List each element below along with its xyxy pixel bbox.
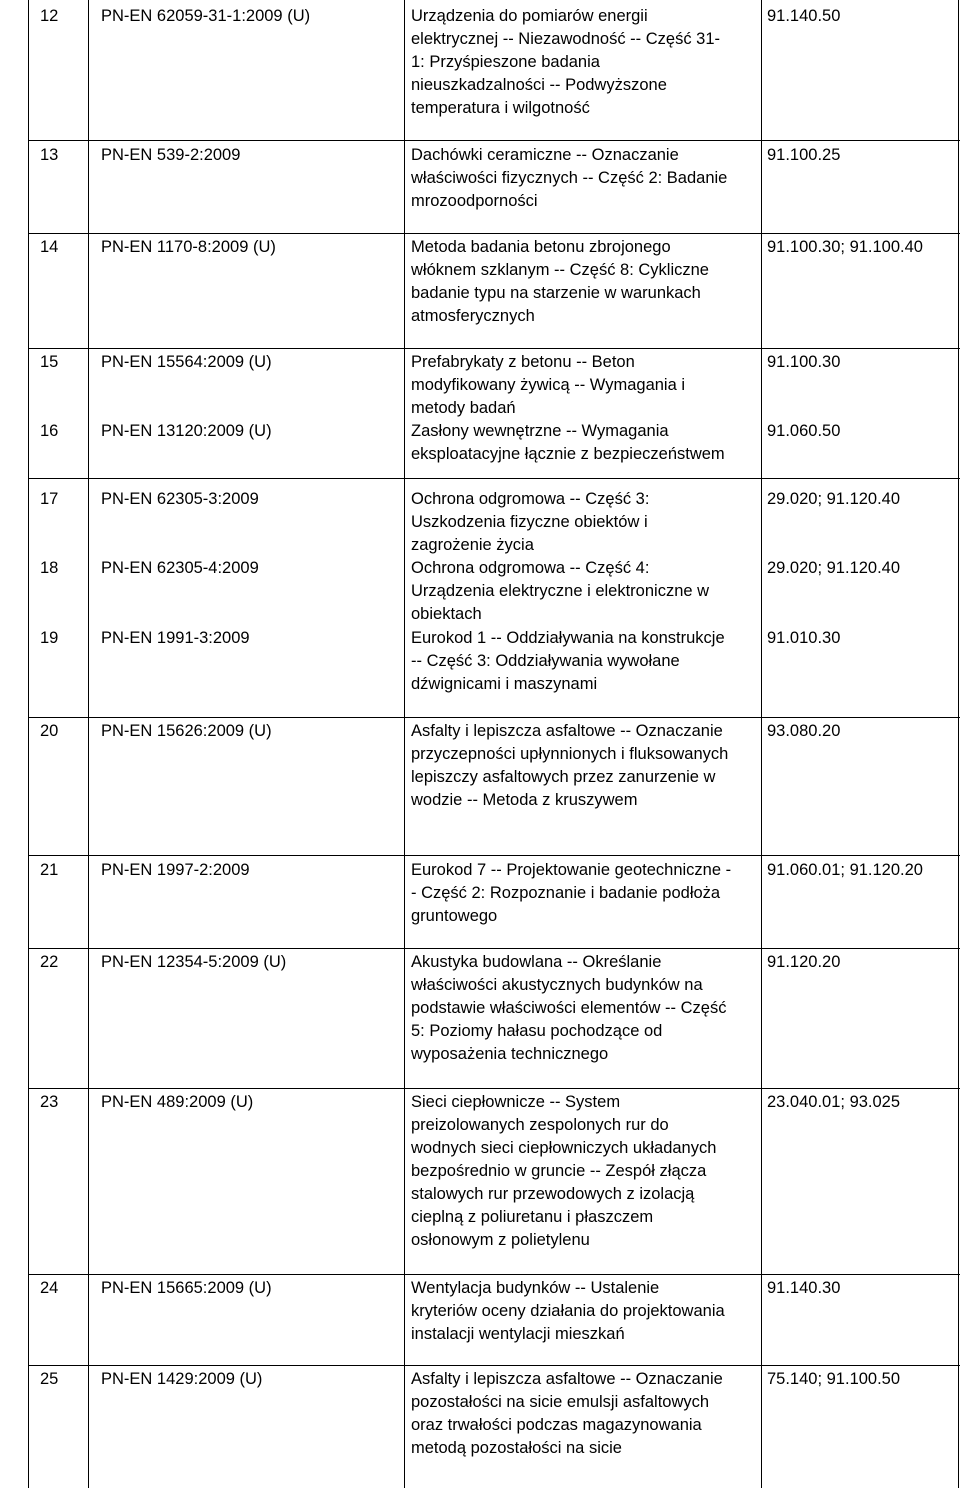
standard-code: PN-EN 62305-3:2009 bbox=[101, 490, 259, 508]
standard-code: PN-EN 15626:2009 (U) bbox=[101, 722, 272, 740]
standard-code: PN-EN 1429:2009 (U) bbox=[101, 1370, 263, 1388]
title-line: włóknem szklanym -- Część 8: Cykliczne bbox=[411, 261, 709, 279]
ics-code: 91.140.50 bbox=[767, 7, 841, 25]
row-divider bbox=[28, 1274, 960, 1275]
standard-code: PN-EN 62059-31-1:2009 (U) bbox=[101, 7, 311, 25]
title-line: obiektach bbox=[411, 605, 482, 623]
standard-title bbox=[411, 420, 725, 466]
title-line: -- Część 3: Oddziaływania wywołane bbox=[411, 652, 680, 670]
ics-code: 93.080.20 bbox=[767, 722, 841, 740]
title-line: dźwignicami i maszynami bbox=[411, 675, 598, 693]
title-line: przyczepności upłynnionych i fluksowanych bbox=[411, 745, 729, 763]
title-line: - Część 2: Rozpoznanie i badanie podłoża bbox=[411, 884, 721, 902]
title-line: mrozoodporności bbox=[411, 192, 538, 210]
title-line: Asfalty i lepiszcza asfaltowe -- Oznaczanie bbox=[411, 1370, 723, 1388]
standard-code: PN-EN 1170-8:2009 (U) bbox=[101, 238, 276, 256]
title-line: kryteriów oceny działania do projektowania bbox=[411, 1302, 725, 1320]
title-line: podstawie właściwości elementów -- Część bbox=[411, 999, 727, 1017]
title-line: Sieci ciepłownicze -- System bbox=[411, 1093, 621, 1111]
title-line: Urządzenia do pomiarów energii bbox=[411, 7, 648, 25]
standard-title bbox=[411, 236, 709, 328]
title-line: elektrycznej -- Niezawodność -- Część 31- bbox=[411, 30, 721, 48]
title-line: bezpośrednio w gruncie -- Zespół złącza bbox=[411, 1162, 707, 1180]
title-line: preizolowanych zespolonych rur do bbox=[411, 1116, 669, 1134]
row-number: 23 bbox=[40, 1093, 59, 1111]
title-line: osłonowym z polietylenu bbox=[411, 1231, 590, 1249]
ics-code: 29.020; 91.120.40 bbox=[767, 559, 901, 577]
ics-code: 91.060.01; 91.120.20 bbox=[767, 861, 923, 879]
title-line: Eurokod 1 -- Oddziaływania na konstrukcje bbox=[411, 629, 725, 647]
title-line: modyfikowany żywicą -- Wymagania i bbox=[411, 376, 686, 394]
standard-title bbox=[411, 144, 727, 213]
title-line: metodą pozostałości na sicie bbox=[411, 1439, 622, 1457]
title-line: stalowych rur przewodowych z izolacją bbox=[411, 1185, 695, 1203]
column-divider bbox=[958, 0, 959, 1488]
standard-title bbox=[411, 720, 728, 812]
row-number: 18 bbox=[40, 559, 59, 577]
ics-code: 23.040.01; 93.025 bbox=[767, 1093, 901, 1111]
ics-code: 91.100.25 bbox=[767, 146, 841, 164]
standard-title bbox=[411, 1277, 725, 1346]
row-number: 15 bbox=[40, 353, 59, 371]
title-line: metody badań bbox=[411, 399, 516, 417]
standard-title bbox=[411, 5, 720, 120]
row-number: 19 bbox=[40, 629, 59, 647]
title-line: oraz trwałości podczas magazynowania bbox=[411, 1416, 702, 1434]
column-divider bbox=[761, 0, 762, 1488]
column-divider bbox=[88, 0, 89, 1488]
title-line: nieuszkadzalności -- Podwyższone bbox=[411, 76, 667, 94]
title-line: wyposażenia technicznego bbox=[411, 1045, 609, 1063]
row-divider bbox=[28, 1088, 960, 1089]
title-line: Metoda badania betonu zbrojonego bbox=[411, 238, 671, 256]
row-number: 21 bbox=[40, 861, 59, 879]
row-divider bbox=[28, 948, 960, 949]
row-divider bbox=[28, 855, 960, 856]
title-line: Prefabrykaty z betonu -- Beton bbox=[411, 353, 635, 371]
standard-code: PN-EN 12354-5:2009 (U) bbox=[101, 953, 287, 971]
row-number: 20 bbox=[40, 722, 59, 740]
title-line: Uszkodzenia fizyczne obiektów i bbox=[411, 513, 648, 531]
standard-code: PN-EN 1991-3:2009 bbox=[101, 629, 250, 647]
title-line: temperatura i wilgotność bbox=[411, 99, 590, 117]
standard-code: PN-EN 15564:2009 (U) bbox=[101, 353, 272, 371]
title-line: zagrożenie życia bbox=[411, 536, 534, 554]
standard-title bbox=[411, 488, 649, 557]
title-line: Wentylacja budynków -- Ustalenie bbox=[411, 1279, 660, 1297]
title-line: gruntowego bbox=[411, 907, 498, 925]
row-number: 12 bbox=[40, 7, 59, 25]
row-divider bbox=[28, 717, 960, 718]
ics-code: 91.010.30 bbox=[767, 629, 841, 647]
row-number: 16 bbox=[40, 422, 59, 440]
title-line: eksploatacyjne łącznie z bezpieczeństwem bbox=[411, 445, 725, 463]
title-line: Ochrona odgromowa -- Część 3: bbox=[411, 490, 650, 508]
row-number: 24 bbox=[40, 1279, 59, 1297]
title-line: pozostałości na sicie emulsji asfaltowych bbox=[411, 1393, 710, 1411]
row-number: 14 bbox=[40, 238, 59, 256]
title-line: wodnych sieci ciepłowniczych układanych bbox=[411, 1139, 717, 1157]
standard-title bbox=[411, 951, 726, 1066]
standard-title bbox=[411, 351, 685, 420]
title-line: badanie typu na starzenie w warunkach bbox=[411, 284, 701, 302]
title-line: Akustyka budowlana -- Określanie bbox=[411, 953, 662, 971]
row-divider bbox=[28, 478, 960, 479]
standard-title bbox=[411, 627, 725, 696]
standard-code: PN-EN 539-2:2009 bbox=[101, 146, 241, 164]
column-divider bbox=[404, 0, 405, 1488]
standard-code: PN-EN 1997-2:2009 bbox=[101, 861, 250, 879]
ics-code: 91.140.30 bbox=[767, 1279, 841, 1297]
title-line: instalacji wentylacji mieszkań bbox=[411, 1325, 625, 1343]
ics-code: 91.100.30; 91.100.40 bbox=[767, 238, 923, 256]
row-divider bbox=[28, 233, 960, 234]
ics-code: 75.140; 91.100.50 bbox=[767, 1370, 901, 1388]
title-line: atmosferycznych bbox=[411, 307, 535, 325]
title-line: Urządzenia elektryczne i elektroniczne w bbox=[411, 582, 710, 600]
standard-title bbox=[411, 557, 709, 626]
standard-code: PN-EN 489:2009 (U) bbox=[101, 1093, 254, 1111]
title-line: 5: Poziomy hałasu pochodzące od bbox=[411, 1022, 663, 1040]
title-line: Dachówki ceramiczne -- Oznaczanie bbox=[411, 146, 679, 164]
title-line: wodzie -- Metoda z kruszywem bbox=[411, 791, 638, 809]
title-line: Ochrona odgromowa -- Część 4: bbox=[411, 559, 650, 577]
title-line: cieplną z poliuretanu i płaszczem bbox=[411, 1208, 654, 1226]
title-line: Eurokod 7 -- Projektowanie geotechniczne - bbox=[411, 861, 732, 879]
row-number: 22 bbox=[40, 953, 59, 971]
ics-code: 91.120.20 bbox=[767, 953, 841, 971]
title-line: lepiszczy asfaltowych przez zanurzenie w bbox=[411, 768, 716, 786]
row-number: 25 bbox=[40, 1370, 59, 1388]
title-line: właściwości fizycznych -- Część 2: Badanie bbox=[411, 169, 728, 187]
row-divider bbox=[28, 140, 960, 141]
row-number: 13 bbox=[40, 146, 59, 164]
title-line: Zasłony wewnętrzne -- Wymagania bbox=[411, 422, 669, 440]
standard-title bbox=[411, 859, 731, 928]
standard-title bbox=[411, 1368, 723, 1460]
title-line: 1: Przyśpieszone badania bbox=[411, 53, 600, 71]
title-line: Asfalty i lepiszcza asfaltowe -- Oznaczanie bbox=[411, 722, 723, 740]
column-divider bbox=[28, 0, 29, 1488]
standard-code: PN-EN 62305-4:2009 bbox=[101, 559, 259, 577]
row-divider bbox=[28, 1365, 960, 1366]
standard-title bbox=[411, 1091, 716, 1252]
row-divider bbox=[28, 348, 960, 349]
title-line: właściwości akustycznych budynków na bbox=[411, 976, 703, 994]
standard-code: PN-EN 15665:2009 (U) bbox=[101, 1279, 272, 1297]
ics-code: 91.100.30 bbox=[767, 353, 841, 371]
ics-code: 91.060.50 bbox=[767, 422, 841, 440]
ics-code: 29.020; 91.120.40 bbox=[767, 490, 901, 508]
row-number: 17 bbox=[40, 490, 59, 508]
standard-code: PN-EN 13120:2009 (U) bbox=[101, 422, 272, 440]
